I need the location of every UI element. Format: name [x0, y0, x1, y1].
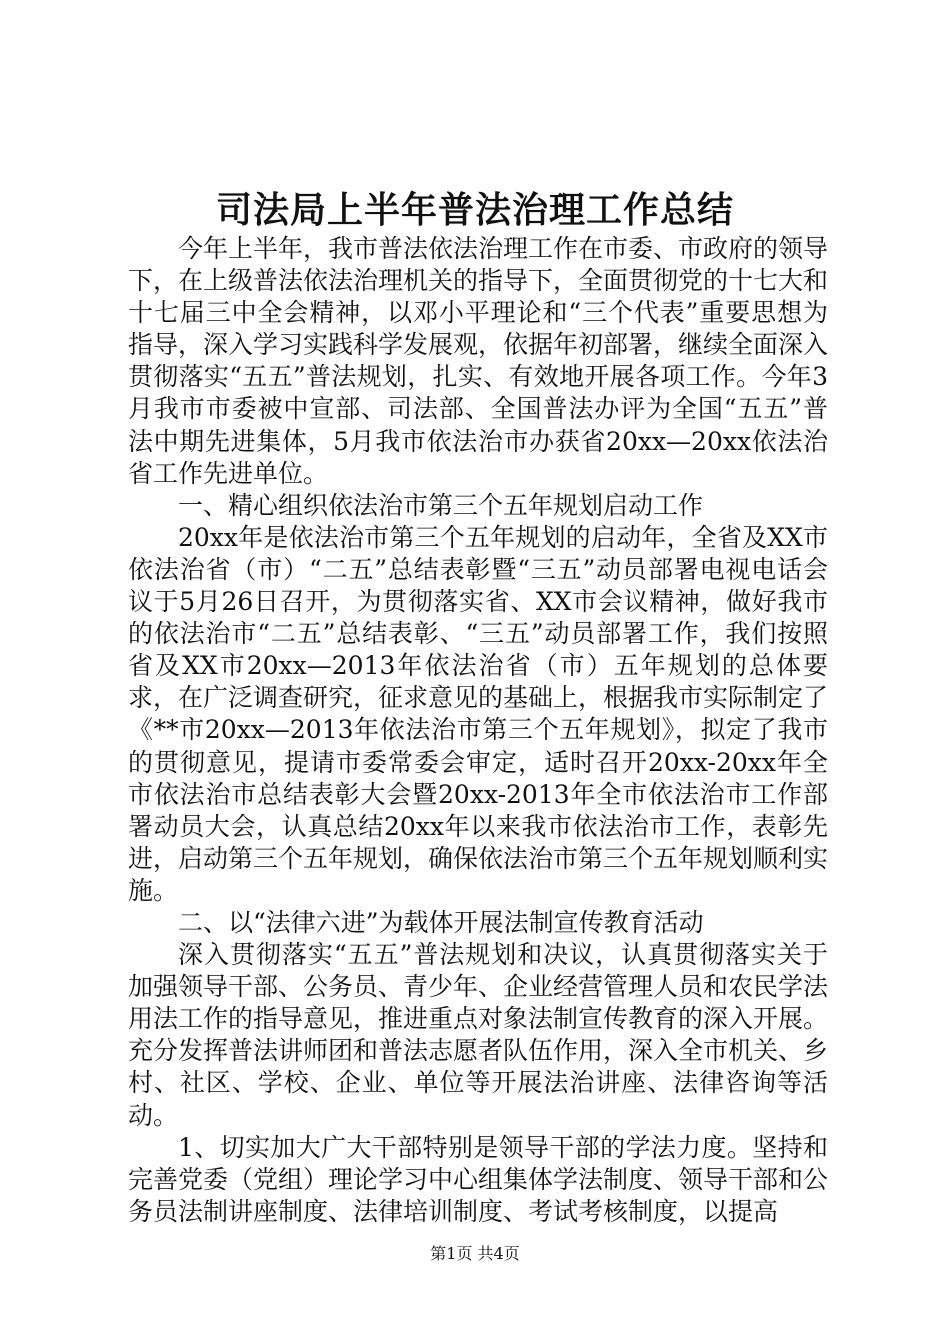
page-number-footer: 第1页 共4页 [430, 1244, 520, 1263]
section-heading-2: 二、以“法律六进”为载体开展法制宣传教育活动 [178, 907, 704, 937]
section-2-paragraph: 深入贯彻落实“五五”普法规划和决议，认真贯彻落实关于加强领导干部、公务员、青少年、企业经营管理人员和农民学法用法工作的指导意见，推进重点对象法制宣传教育的深入开展。充分发挥普法讲师团和普法志愿者队伍作用，深入全市机关、乡村、社区、学校、企业、单位等开展法治讲座、法律咨询等活动。 [128, 940, 829, 1130]
intro-paragraph: 今年上半年，我市普法依法治理工作在市委、市政府的领导下，在上级普法依法治理机关的指导下，全面贯彻党的十七大和十七届三中全会精神，以邓小平理论和“三个代表”重要思想为指导，深入学习实践科学发展观，依据年初部署，继续全面深入贯彻落实“五五”普法规划，扎实、有效地开展各项工作。今年3月我市市委被中宣部、司法部、全国普法办评为全国“五五”普法中期先进集体，5月我市依法治市办获省20xx—20xx依法治省工作先进单位。 [128, 234, 829, 488]
section-heading-1: 一、精心组织依法治市第三个五年规划启动工作 [178, 490, 704, 520]
section-2-item-1-paragraph: 1、切实加大广大干部特别是领导干部的学法力度。坚持和完善党委（党组）理论学习中心组集体学法制度、领导干部和公务员法制讲座制度、法律培训制度、考试考核制度，以提高 [128, 1132, 829, 1226]
document-title: 司法局上半年普法治理工作总结 [215, 190, 734, 231]
document-body [128, 233, 828, 1228]
section-1-paragraph: 20xx年是依法治市第三个五年规划的启动年，全省及XX市依法治省（市）“二五”总结表彰暨“三五”动员部署电视电话会议于5月26日召开，为贯彻落实省、XX市会议精神，做好我市的依法治市“二五”总结表彰、“三五”动员部署工作，我们按照省及XX市20xx—2013年依法治省（市）五年规划的总体要求，在广泛调查研究，征求意见的基础上，根据我市实际制定了《**市20xx—2013年依法治市第三个五年规划》，拟定了我市的贯彻意见，提请市委常委会审定，适时召开20xx-20xx年全市依法治市总结表彰大会暨20xx-2013年全市依法治市工作部署动员大会，认真总结20xx年以来我市依法治市工作，表彰先进，启动第三个五年规划，确保依法治市第三个五年规划顺利实施。 [128, 522, 829, 905]
